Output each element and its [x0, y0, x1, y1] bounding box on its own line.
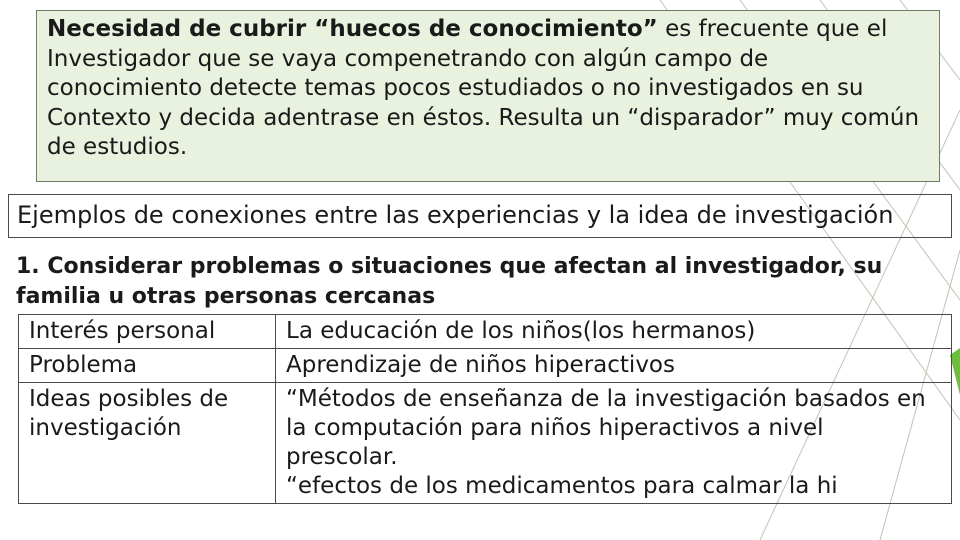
point-1: 1. Considerar problemas o situaciones que afectan al investigador, su familia u otras personas cercanas	[16, 254, 883, 309]
row-value-line: “Métodos de enseñanza de la investigación basados en la computación para niños hiperactivos a nivel prescolar.	[286, 386, 926, 470]
examples-table	[18, 314, 952, 504]
row-label: Problema	[19, 349, 276, 383]
examples-heading: Ejemplos de conexiones entre las experiencias y la idea de investigación	[8, 194, 952, 238]
table-row	[19, 315, 952, 349]
row-value	[276, 383, 952, 504]
intro-text: es frecuente que el Investigador que se vaya compenetrando con algún campo de conocimiento detecte temas pocos estudiados o no investigados en su Contexto y decida adentrase en éstos. Resulta un “disparador” muy común de estudios.	[47, 16, 920, 160]
row-value	[276, 315, 952, 349]
row-value	[276, 349, 952, 383]
row-value-line: Aprendizaje de niños hiperactivos	[286, 352, 675, 378]
intro-bold-text: Necesidad de cubrir “huecos de conocimiento”	[47, 16, 658, 42]
row-label: Interés personal	[19, 315, 276, 349]
intro-box	[36, 10, 940, 182]
row-label: Ideas posibles de investigación	[19, 383, 276, 504]
row-value-line: La educación de los niños(los hermanos)	[286, 318, 756, 344]
row-value-line: “efectos de los medicamentos para calmar la hi	[286, 473, 838, 499]
table-row	[19, 383, 952, 504]
table-row	[19, 349, 952, 383]
